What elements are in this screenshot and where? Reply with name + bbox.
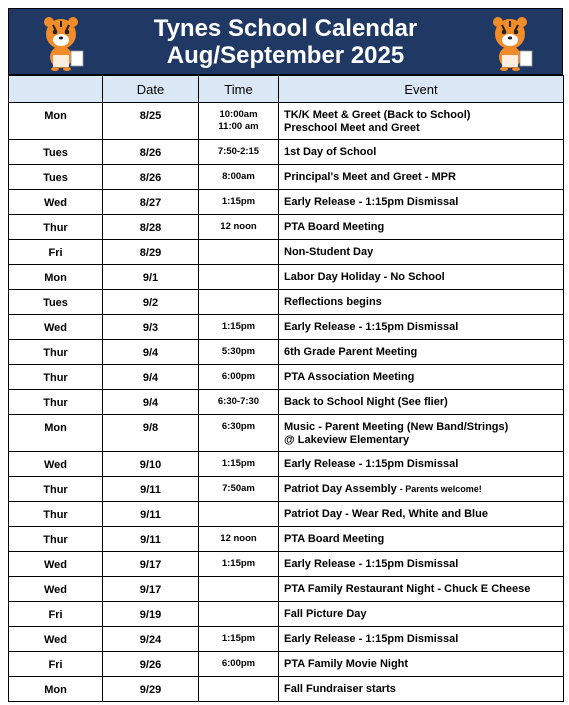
row-date: 9/4 xyxy=(103,340,199,365)
row-time xyxy=(199,340,279,365)
row-date: 9/11 xyxy=(103,502,199,527)
row-time xyxy=(199,315,279,340)
row-day: Wed xyxy=(9,552,103,577)
row-event-line: Early Release - 1:15pm Dismissal xyxy=(284,196,459,208)
row-event-line: Patriot Day - Wear Red, White and Blue xyxy=(284,508,488,520)
row-time xyxy=(199,415,279,452)
row-time-line: 6:00pm xyxy=(221,371,256,382)
row-time xyxy=(199,240,279,265)
row-time xyxy=(199,652,279,677)
row-day: Wed xyxy=(9,452,103,477)
row-date: 9/3 xyxy=(103,315,199,340)
table-row xyxy=(9,140,564,165)
row-time-line: 1:15pm xyxy=(221,196,256,207)
row-date: 9/11 xyxy=(103,477,199,502)
row-time xyxy=(199,552,279,577)
row-event xyxy=(279,577,564,602)
row-event-line: Patriot Day Assembly xyxy=(284,483,397,495)
row-day: Thur xyxy=(9,502,103,527)
row-day: Fri xyxy=(9,602,103,627)
row-day: Wed xyxy=(9,190,103,215)
row-time xyxy=(199,215,279,240)
row-day: Thur xyxy=(9,215,103,240)
row-time-line: 1:15pm xyxy=(221,458,256,469)
row-event xyxy=(279,502,564,527)
row-date: 8/29 xyxy=(103,240,199,265)
row-time xyxy=(199,140,279,165)
row-time-line: 1:15pm xyxy=(221,558,256,569)
row-day: Mon xyxy=(9,265,103,290)
row-date: 8/27 xyxy=(103,190,199,215)
row-event-line: Fall Picture Day xyxy=(284,608,367,620)
calendar-header xyxy=(8,8,563,75)
row-event xyxy=(279,677,564,702)
row-time-line: 6:00pm xyxy=(221,658,256,669)
row-time-line: 6:30pm xyxy=(221,421,256,432)
row-day: Thur xyxy=(9,340,103,365)
row-event-line: PTA Board Meeting xyxy=(284,533,385,545)
row-date: 9/4 xyxy=(103,390,199,415)
table-row xyxy=(9,390,564,415)
table-row xyxy=(9,652,564,677)
column-header-date: Date xyxy=(103,76,199,103)
table-row xyxy=(9,502,564,527)
row-time-line: 12 noon xyxy=(220,221,257,232)
row-event-line: 1st Day of School xyxy=(284,146,377,158)
row-event xyxy=(279,452,564,477)
row-event xyxy=(279,140,564,165)
table-row xyxy=(9,165,564,190)
row-event xyxy=(279,190,564,215)
row-day: Mon xyxy=(9,415,103,452)
table-row xyxy=(9,190,564,215)
row-time xyxy=(199,477,279,502)
tiger-mascot-icon xyxy=(482,13,538,71)
row-day: Tues xyxy=(9,290,103,315)
row-date: 8/28 xyxy=(103,215,199,240)
row-day: Wed xyxy=(9,627,103,652)
row-time-line: 8:00am xyxy=(222,171,255,182)
row-date: 9/19 xyxy=(103,602,199,627)
row-event-line: Preschool Meet and Greet xyxy=(284,122,420,134)
row-time xyxy=(199,103,279,140)
row-event xyxy=(279,652,564,677)
row-time xyxy=(199,390,279,415)
row-event-line: Principal's Meet and Greet - MPR xyxy=(284,171,456,183)
row-event-line: Early Release - 1:15pm Dismissal xyxy=(284,321,459,333)
row-day: Tues xyxy=(9,165,103,190)
row-day: Fri xyxy=(9,652,103,677)
row-time xyxy=(199,677,279,702)
row-time xyxy=(199,627,279,652)
table-row xyxy=(9,240,564,265)
row-event xyxy=(279,240,564,265)
row-event xyxy=(279,552,564,577)
row-date: 9/17 xyxy=(103,552,199,577)
table-row xyxy=(9,265,564,290)
table-row xyxy=(9,103,564,140)
row-event xyxy=(279,365,564,390)
row-event xyxy=(279,627,564,652)
row-time xyxy=(199,265,279,290)
row-date: 9/17 xyxy=(103,577,199,602)
table-row xyxy=(9,452,564,477)
row-time-line: 11:00 am xyxy=(218,121,259,132)
table-row xyxy=(9,627,564,652)
row-date: 9/24 xyxy=(103,627,199,652)
row-event-line: Music - Parent Meeting (New Band/Strings) xyxy=(284,421,509,433)
row-date: 8/26 xyxy=(103,165,199,190)
row-day: Thur xyxy=(9,365,103,390)
row-date: 9/1 xyxy=(103,265,199,290)
row-event-line: Labor Day Holiday - No School xyxy=(284,271,445,283)
column-header-time: Time xyxy=(199,76,279,103)
row-event xyxy=(279,290,564,315)
row-day: Tues xyxy=(9,140,103,165)
row-event-note: - Parents welcome! xyxy=(399,484,482,494)
table-row xyxy=(9,365,564,390)
row-time-line: 1:15pm xyxy=(221,633,256,644)
row-time xyxy=(199,190,279,215)
calendar-rows xyxy=(9,103,564,702)
row-event-line: PTA Family Movie Night xyxy=(284,658,409,670)
row-event-line: TK/K Meet & Greet (Back to School) xyxy=(284,109,471,121)
row-day: Mon xyxy=(9,677,103,702)
row-time xyxy=(199,527,279,552)
row-time xyxy=(199,602,279,627)
row-day: Mon xyxy=(9,103,103,140)
row-time-line: 6:30-7:30 xyxy=(217,396,260,407)
row-date: 9/2 xyxy=(103,290,199,315)
row-event-line: 6th Grade Parent Meeting xyxy=(284,346,418,358)
table-row xyxy=(9,577,564,602)
row-event-line: PTA Association Meeting xyxy=(284,371,415,383)
row-event-line: @ Lakeview Elementary xyxy=(284,434,410,446)
row-date: 8/26 xyxy=(103,140,199,165)
row-event xyxy=(279,340,564,365)
row-time xyxy=(199,452,279,477)
table-row xyxy=(9,215,564,240)
table-row xyxy=(9,315,564,340)
row-date: 9/10 xyxy=(103,452,199,477)
row-day: Wed xyxy=(9,315,103,340)
row-event-line: PTA Board Meeting xyxy=(284,221,385,233)
column-header-event: Event xyxy=(279,76,564,103)
calendar-title-line2: Aug/September 2025 xyxy=(166,42,405,69)
row-event xyxy=(279,103,564,140)
row-event xyxy=(279,165,564,190)
calendar-sheet xyxy=(8,8,563,702)
row-time xyxy=(199,290,279,315)
row-event xyxy=(279,602,564,627)
table-row xyxy=(9,602,564,627)
row-date: 9/4 xyxy=(103,365,199,390)
row-event-line: Early Release - 1:15pm Dismissal xyxy=(284,458,459,470)
calendar-title-line1: Tynes School Calendar xyxy=(153,15,418,42)
table-row xyxy=(9,340,564,365)
row-event xyxy=(279,477,564,502)
row-day: Thur xyxy=(9,390,103,415)
table-row xyxy=(9,415,564,452)
row-time xyxy=(199,577,279,602)
row-event-line: Early Release - 1:15pm Dismissal xyxy=(284,633,459,645)
row-time-line: 5:30pm xyxy=(221,346,256,357)
row-date: 9/26 xyxy=(103,652,199,677)
row-time xyxy=(199,165,279,190)
column-header-row xyxy=(9,76,564,103)
table-row xyxy=(9,527,564,552)
row-time-line: 10:00am xyxy=(219,109,258,120)
table-row xyxy=(9,552,564,577)
row-event-line: Back to School Night (See flier) xyxy=(284,396,448,408)
row-day: Thur xyxy=(9,527,103,552)
calendar-title xyxy=(9,9,562,69)
row-event xyxy=(279,390,564,415)
tiger-mascot-icon xyxy=(33,13,89,71)
table-row xyxy=(9,477,564,502)
row-event xyxy=(279,415,564,452)
row-date: 9/29 xyxy=(103,677,199,702)
row-time-line: 12 noon xyxy=(220,533,257,544)
calendar-table xyxy=(8,75,564,702)
row-day: Fri xyxy=(9,240,103,265)
row-date: 8/25 xyxy=(103,103,199,140)
row-time xyxy=(199,502,279,527)
column-header-day xyxy=(9,76,103,103)
row-event-line: Fall Fundraiser starts xyxy=(284,683,396,695)
row-event xyxy=(279,527,564,552)
row-event xyxy=(279,215,564,240)
row-event xyxy=(279,315,564,340)
row-time xyxy=(199,365,279,390)
row-date: 9/11 xyxy=(103,527,199,552)
row-event xyxy=(279,265,564,290)
table-row xyxy=(9,290,564,315)
row-time-line: 7:50-2:15 xyxy=(217,146,260,157)
row-date: 9/8 xyxy=(103,415,199,452)
row-event-line: PTA Family Restaurant Night - Chuck E Cheese xyxy=(284,583,531,595)
table-row xyxy=(9,677,564,702)
row-day: Thur xyxy=(9,477,103,502)
row-event-line: Reflections begins xyxy=(284,296,382,308)
row-day: Wed xyxy=(9,577,103,602)
row-event-line: Non-Student Day xyxy=(284,246,374,258)
row-time-line: 7:50am xyxy=(222,483,255,494)
row-event-line: Early Release - 1:15pm Dismissal xyxy=(284,558,459,570)
row-time-line: 1:15pm xyxy=(221,321,256,332)
